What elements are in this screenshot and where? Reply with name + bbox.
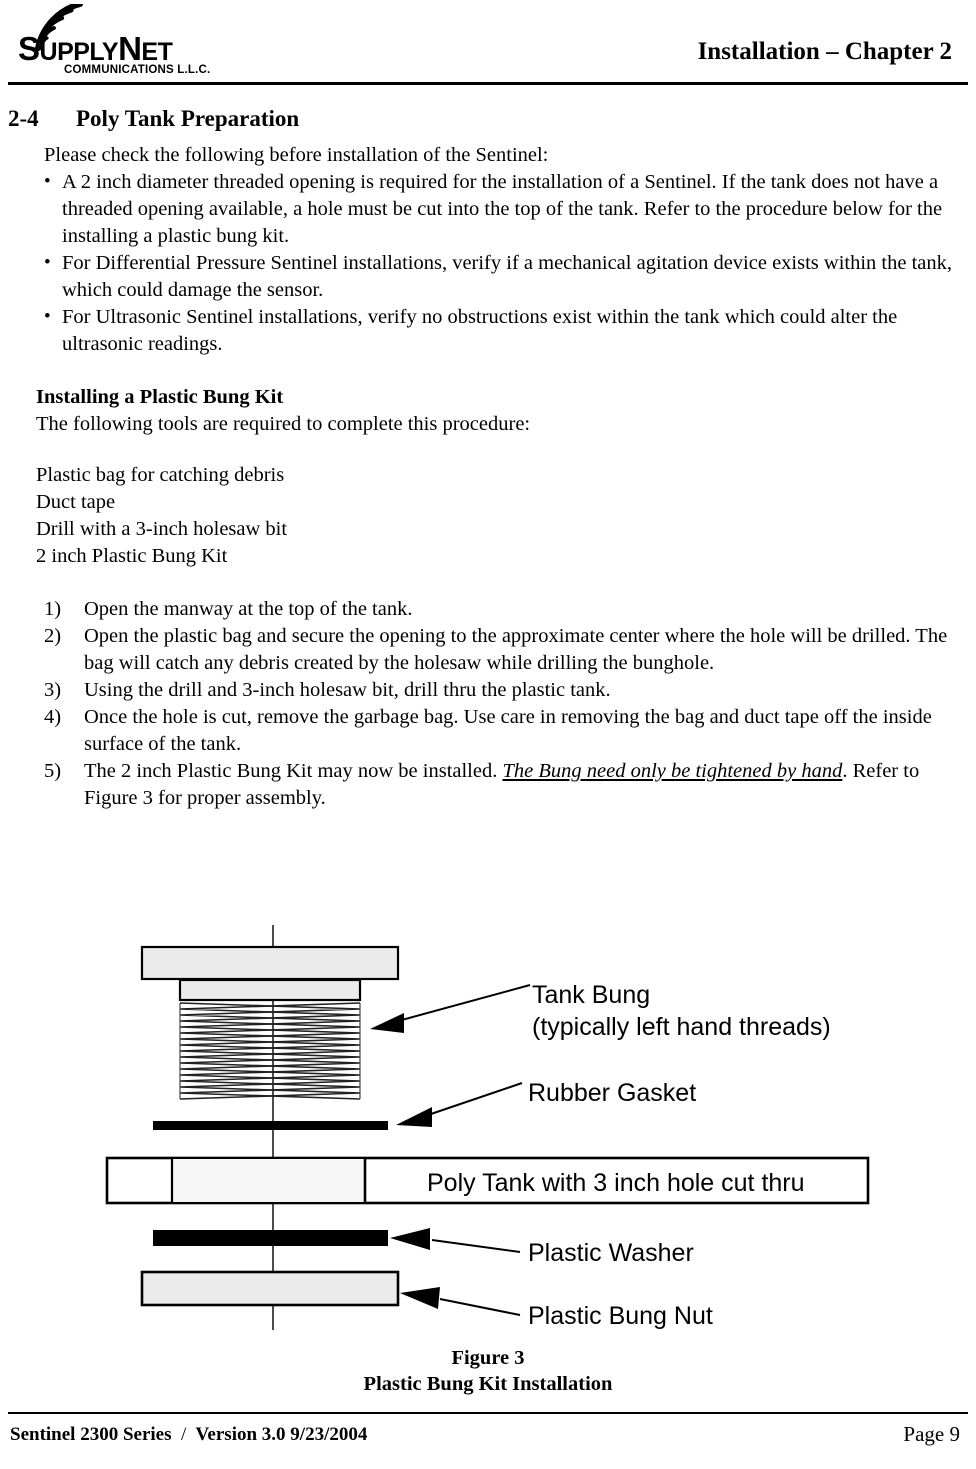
bung-kit-heading: Installing a Plastic Bung Kit: [36, 386, 284, 408]
figure-caption: [0, 1345, 976, 1397]
plastic-bung-nut-label: Plastic Bung Nut: [528, 1302, 713, 1330]
poly-tank-hole-cell: [172, 1159, 364, 1202]
section-number: 2-4: [8, 106, 39, 131]
step-number: 2): [44, 625, 62, 647]
step-text-emphasis: The Bung need only be tightened by hand: [502, 760, 843, 782]
page-content: [0, 92, 976, 812]
plastic-washer-bar: [153, 1230, 388, 1246]
list-item: • For Ultrasonic Sentinel installations, verify no obstructions exist within the tank which could alter the ultrasonic readings.: [44, 304, 952, 358]
logo-letters-et: ET: [141, 38, 173, 66]
section-heading: [8, 106, 976, 132]
step-number: 3): [44, 679, 62, 701]
section-intro: Please check the following before installation of the Sentinel:: [44, 144, 549, 166]
rubber-gasket-label: Rubber Gasket: [528, 1079, 697, 1107]
thread-line-right: [180, 1003, 360, 1099]
step-text: Open the manway at the top of the tank.: [84, 598, 413, 620]
procedure-step-list: [0, 596, 976, 812]
footer-page-number: Page 9: [903, 1422, 960, 1446]
tank-bung-label-line1: Tank Bung: [532, 981, 651, 1009]
leader-arrow-plastic-washer: [390, 1228, 520, 1252]
leader-arrow-plastic-bung-nut: [400, 1287, 520, 1315]
step-number: 4): [44, 706, 62, 728]
tank-bung-label-line2: (typically left hand threads): [532, 1013, 831, 1041]
poly-tank-label: Poly Tank with 3 inch hole cut thru: [427, 1169, 805, 1197]
tool-item: Plastic bag for catching debris: [36, 464, 285, 486]
step-text-before: The 2 inch Plastic Bung Kit may now be installed.: [84, 760, 503, 782]
header-divider: [8, 82, 968, 85]
leader-arrow-rubber-gasket: [396, 1083, 522, 1127]
precheck-bullet-list: [0, 169, 976, 358]
section-title: Poly Tank Preparation: [76, 106, 300, 131]
list-item: [44, 623, 964, 677]
step-number: 1): [44, 598, 62, 620]
logo-letter-n: N: [118, 30, 142, 67]
list-item: [44, 704, 964, 758]
plastic-bung-nut-rect: [142, 1272, 398, 1305]
tool-item: Duct tape: [36, 491, 116, 513]
page-header: [0, 0, 976, 86]
tool-item: 2 inch Plastic Bung Kit: [36, 545, 228, 567]
step-text: Once the hole is cut, remove the garbage bag. Use care in removing the bag and duct tape off the inside surface of the tank.: [84, 706, 932, 755]
footer-separator: /: [181, 1424, 187, 1445]
bung-collar-rect: [180, 980, 360, 1000]
step-text: Open the plastic bag and secure the opening to the approximate center where the hole will be drilled. The bag will catch any debris created by the holesaw while drilling the bunghole.: [84, 625, 948, 674]
rubber-gasket-bar: [153, 1121, 388, 1130]
footer-version: Version 3.0 9/23/2004: [195, 1424, 368, 1445]
figure-caption-line1: Figure 3: [451, 1347, 525, 1369]
logo-letters-upply: UPPLY: [39, 38, 119, 66]
footer-series: Sentinel 2300 Series: [10, 1424, 172, 1445]
list-item: [44, 677, 964, 704]
logo-tagline: COMMUNICATIONS L.L.C.: [64, 64, 211, 76]
list-item: [44, 758, 964, 812]
bung-head-rect: [142, 947, 398, 979]
footer-divider: [8, 1412, 968, 1414]
leader-arrow-tank-bung: [370, 985, 530, 1033]
step-number: 5): [44, 760, 62, 782]
step-text-after: . Refer to Figure 3 for proper assembly.: [84, 760, 920, 809]
figure-caption-line2: Plastic Bung Kit Installation: [363, 1373, 613, 1395]
step-text: Using the drill and 3-inch holesaw bit, drill thru the plastic tank.: [84, 679, 611, 701]
tools-intro: The following tools are required to complete this procedure:: [36, 413, 531, 435]
header-title: Installation – Chapter 2: [697, 38, 952, 65]
list-item: • A 2 inch diameter threaded opening is required for the installation of a Sentinel. If the tank does not have a threaded opening available, a hole must be cut into the top of the tank. Refer to the procedure below for the installing a plastic bung kit.: [44, 169, 952, 250]
logo-letter-s: S: [18, 30, 40, 67]
tool-item: Drill with a 3-inch holesaw bit: [36, 518, 288, 540]
plastic-washer-label: Plastic Washer: [528, 1239, 694, 1267]
bung-kit-assembly-drawing: [0, 925, 976, 1345]
bung-threads-group: [180, 1003, 360, 1099]
footer-left: [10, 1424, 367, 1446]
list-item: • For Differential Pressure Sentinel installations, verify if a mechanical agitation device exists within the tank, which could damage the sensor.: [44, 250, 952, 304]
tools-list: [0, 462, 976, 570]
figure-3-diagram: [0, 925, 976, 1345]
list-item: [44, 596, 964, 623]
supplynet-logo: [14, 4, 314, 80]
